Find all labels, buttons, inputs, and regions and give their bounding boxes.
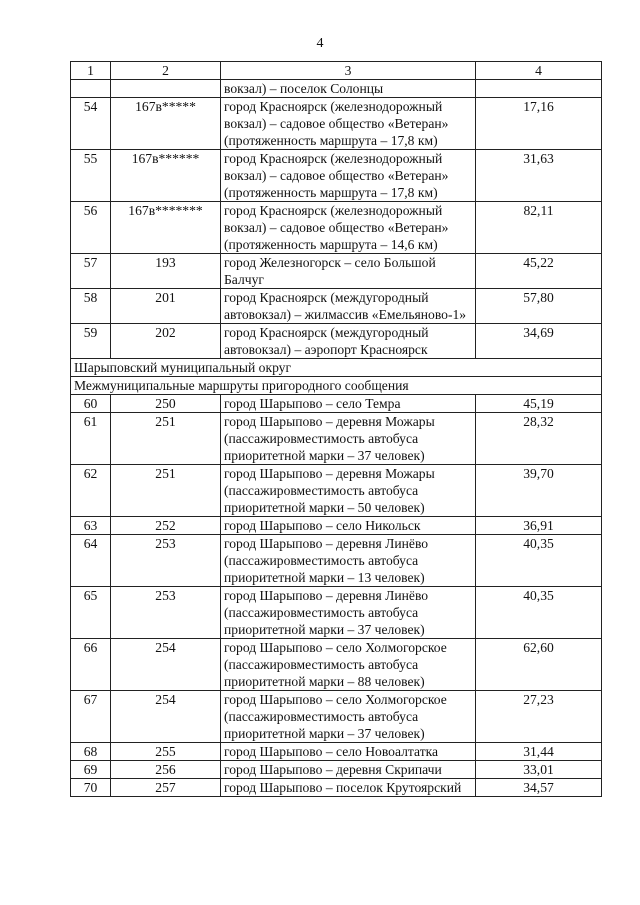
price-cell: 45,22: [476, 254, 602, 289]
column-header: 2: [111, 62, 221, 80]
price-cell: 31,44: [476, 743, 602, 761]
routes-table: [70, 61, 602, 797]
header-row: [71, 62, 602, 80]
table-row: [71, 324, 602, 359]
table-row: [71, 761, 602, 779]
row-number-cell: 54: [71, 98, 111, 150]
route-code-cell: 253: [111, 587, 221, 639]
route-cell: город Красноярск (железнодорожный вокзал) – садовое общество «Ветеран» (протяженность маршрута – 17,8 км): [221, 150, 476, 202]
price-cell: 39,70: [476, 465, 602, 517]
table-row: [71, 639, 602, 691]
route-code-cell: 251: [111, 413, 221, 465]
table-row: [71, 743, 602, 761]
route-code-cell: 202: [111, 324, 221, 359]
row-number-cell: 60: [71, 395, 111, 413]
row-number-cell: 64: [71, 535, 111, 587]
route-code-cell: 253: [111, 535, 221, 587]
row-number-cell: 66: [71, 639, 111, 691]
price-cell: 17,16: [476, 98, 602, 150]
price-cell: 27,23: [476, 691, 602, 743]
row-number-cell: 56: [71, 202, 111, 254]
route-cell: вокзал) – поселок Солонцы: [221, 80, 476, 98]
continuation-row: [71, 80, 602, 98]
table-row: [71, 465, 602, 517]
route-cell: город Шарыпово – село Темра: [221, 395, 476, 413]
price-cell: 45,19: [476, 395, 602, 413]
row-number-cell: 63: [71, 517, 111, 535]
table-row: [71, 254, 602, 289]
route-code-cell: 257: [111, 779, 221, 797]
row-number-cell: 59: [71, 324, 111, 359]
row-number-cell: 67: [71, 691, 111, 743]
empty-cell: [71, 80, 111, 98]
row-number-cell: 62: [71, 465, 111, 517]
route-code-cell: 167в******: [111, 150, 221, 202]
route-cell: город Шарыпово – село Холмогорское (пассажировместимость автобуса приоритетной марки – 88 человек): [221, 639, 476, 691]
column-header: 4: [476, 62, 602, 80]
price-cell: 33,01: [476, 761, 602, 779]
section-title: Шарыповский муниципальный округ: [71, 359, 602, 377]
route-cell: город Красноярск (железнодорожный вокзал) – садовое общество «Ветеран» (протяженность маршрута – 17,8 км): [221, 98, 476, 150]
route-code-cell: 167в*****: [111, 98, 221, 150]
subsection-title-row: [71, 377, 602, 395]
price-cell: 34,57: [476, 779, 602, 797]
empty-cell: [476, 80, 602, 98]
row-number-cell: 70: [71, 779, 111, 797]
route-code-cell: 255: [111, 743, 221, 761]
subsection-title: Межмуниципальные маршруты пригородного сообщения: [71, 377, 602, 395]
route-cell: город Шарыпово – деревня Можары (пассажировместимость автобуса приоритетной марки – 37 человек): [221, 413, 476, 465]
route-cell: город Красноярск (междугородный автовокзал) – аэропорт Красноярск: [221, 324, 476, 359]
route-code-cell: 193: [111, 254, 221, 289]
column-header: 3: [221, 62, 476, 80]
column-header: 1: [71, 62, 111, 80]
section-title-row: [71, 359, 602, 377]
price-cell: 31,63: [476, 150, 602, 202]
table-row: [71, 289, 602, 324]
route-code-cell: 251: [111, 465, 221, 517]
page-number: 4: [316, 36, 324, 51]
route-cell: город Шарыпово – деревня Скрипачи: [221, 761, 476, 779]
price-cell: 34,69: [476, 324, 602, 359]
price-cell: 57,80: [476, 289, 602, 324]
route-cell: город Шарыпово – деревня Линёво (пассажировместимость автобуса приоритетной марки – 13 человек): [221, 535, 476, 587]
price-cell: 40,35: [476, 587, 602, 639]
table-row: [71, 779, 602, 797]
row-number-cell: 58: [71, 289, 111, 324]
table-row: [71, 587, 602, 639]
price-cell: 28,32: [476, 413, 602, 465]
table-row: [71, 202, 602, 254]
route-cell: город Красноярск (междугородный автовокзал) – жилмассив «Емельяново-1»: [221, 289, 476, 324]
table-row: [71, 150, 602, 202]
table-row: [71, 395, 602, 413]
price-cell: 82,11: [476, 202, 602, 254]
route-code-cell: 167в*******: [111, 202, 221, 254]
price-cell: 40,35: [476, 535, 602, 587]
route-code-cell: 256: [111, 761, 221, 779]
row-number-cell: 65: [71, 587, 111, 639]
table-row: [71, 691, 602, 743]
route-code-cell: 254: [111, 639, 221, 691]
empty-cell: [111, 80, 221, 98]
price-cell: 62,60: [476, 639, 602, 691]
row-number-cell: 55: [71, 150, 111, 202]
route-cell: город Шарыпово – деревня Линёво (пассажировместимость автобуса приоритетной марки – 37 человек): [221, 587, 476, 639]
table-row: [71, 535, 602, 587]
table-row: [71, 413, 602, 465]
route-code-cell: 201: [111, 289, 221, 324]
route-cell: город Шарыпово – село Холмогорское (пассажировместимость автобуса приоритетной марки – 37 человек): [221, 691, 476, 743]
route-code-cell: 250: [111, 395, 221, 413]
route-cell: город Шарыпово – деревня Можары (пассажировместимость автобуса приоритетной марки – 50 человек): [221, 465, 476, 517]
route-code-cell: 254: [111, 691, 221, 743]
table-row: [71, 98, 602, 150]
route-cell: город Шарыпово – село Никольск: [221, 517, 476, 535]
price-cell: 36,91: [476, 517, 602, 535]
row-number-cell: 69: [71, 761, 111, 779]
table-row: [71, 517, 602, 535]
route-cell: город Красноярск (железнодорожный вокзал) – садовое общество «Ветеран» (протяженность маршрута – 14,6 км): [221, 202, 476, 254]
row-number-cell: 57: [71, 254, 111, 289]
row-number-cell: 68: [71, 743, 111, 761]
route-cell: город Шарыпово – поселок Крутоярский: [221, 779, 476, 797]
row-number-cell: 61: [71, 413, 111, 465]
route-cell: город Шарыпово – село Новоалтатка: [221, 743, 476, 761]
route-code-cell: 252: [111, 517, 221, 535]
route-cell: город Железногорск – село Большой Балчуг: [221, 254, 476, 289]
